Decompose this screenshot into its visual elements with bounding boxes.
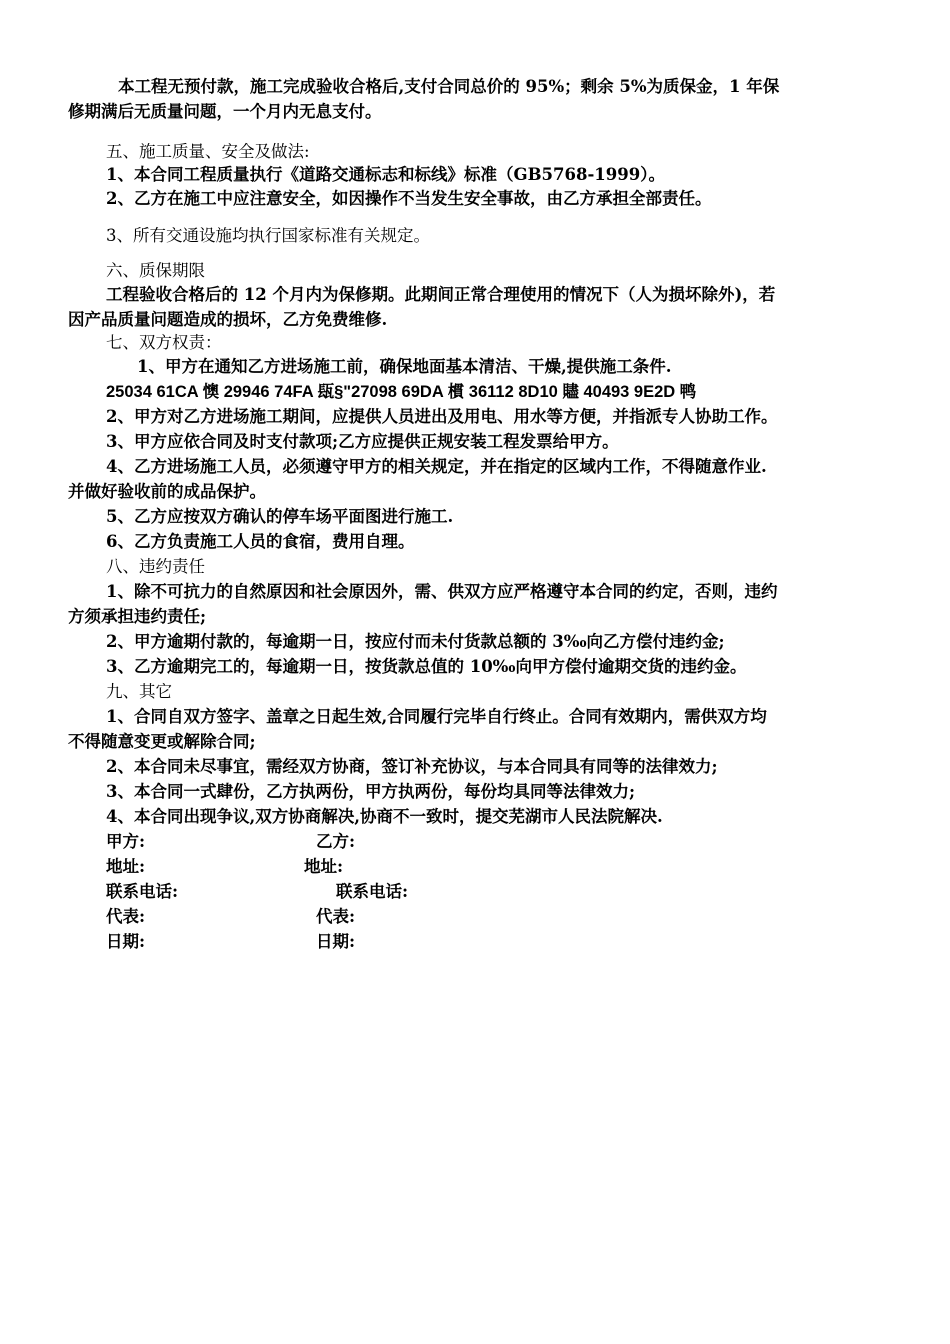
section-9-item-1-line-1: 1、合同自双方签字、盖章之日起生效,合同履行完毕自行终止。合同有效期内，需供双方均 bbox=[106, 707, 767, 726]
section-5-item-3: 3、所有交通设施均执行国家标准有关规定。 bbox=[106, 226, 430, 245]
section-7-title: 七、双方权责： bbox=[106, 333, 222, 352]
garbled-text-line: 25034 61CA 懊 29946 74FA 瓺§"27098 69DA 樌 36112 8D10 贐 40493 9E2D 鸭 bbox=[106, 383, 697, 401]
section-9-item-2: 2、本合同未尽事宜，需经双方协商，签订补充协议，与本合同具有同等的法律效力; bbox=[106, 757, 718, 776]
party-b-date-label: 日期: bbox=[316, 932, 356, 951]
party-a-representative-label: 代表: bbox=[106, 907, 146, 926]
section-7-item-6: 6、乙方负责施工人员的食宿，费用自理。 bbox=[106, 532, 415, 551]
section-9-item-3: 3、本合同一式肆份，乙方执两份，甲方执两份，每份均具同等法律效力; bbox=[106, 782, 636, 801]
party-b-representative-label: 代表: bbox=[316, 907, 356, 926]
section-5-item-2: 2、乙方在施工中应注意安全，如因操作不当发生安全事故，由乙方承担全部责任。 bbox=[106, 189, 712, 208]
section-6-title: 六、质保期限 bbox=[106, 261, 205, 280]
party-b-phone-label: 联系电话: bbox=[336, 882, 409, 901]
party-b-label: 乙方: bbox=[316, 832, 356, 851]
party-a-address-label: 地址: bbox=[106, 857, 146, 876]
section-8-item-2: 2、甲方逾期付款的，每逾期一日，按应付而未付货款总额的 3‰向乙方偿付违约金; bbox=[106, 632, 725, 651]
section-5-item-1: 1、本合同工程质量执行《道路交通标志和标线》标准（GB5768-1999）。 bbox=[106, 165, 665, 184]
section-9-item-4: 4、本合同出现争议,双方协商解决,协商不一致时，提交芜湖市人民法院解决. bbox=[106, 807, 663, 826]
payment-clause-line-1: 本工程无预付款，施工完成验收合格后,支付合同总价的 95%；剩余 5%为质保金，1 年保 bbox=[118, 77, 780, 96]
section-6-text-line-1: 工程验收合格后的 12 个月内为保修期。此期间正常合理使用的情况下（人为损坏除外)，若 bbox=[106, 285, 776, 304]
section-7-item-4-line-2: 并做好验收前的成品保护。 bbox=[68, 482, 266, 501]
section-9-item-1-line-2: 不得随意变更或解除合同; bbox=[68, 732, 256, 751]
party-a-phone-label: 联系电话: bbox=[106, 882, 179, 901]
section-6-text-line-2: 因产品质量问题造成的损坏，乙方免费维修. bbox=[68, 310, 388, 329]
section-7-item-2: 2、甲方对乙方进场施工期间，应提供人员进出及用电、用水等方便，并指派专人协助工作。 bbox=[106, 407, 778, 426]
section-7-item-4-line-1: 4、乙方进场施工人员，必须遵守甲方的相关规定，并在指定的区域内工作，不得随意作业. bbox=[106, 457, 767, 476]
section-8-item-3: 3、乙方逾期完工的，每逾期一日，按货款总值的 10‰向甲方偿付逾期交货的违约金。 bbox=[106, 657, 747, 676]
payment-clause-line-2: 修期满后无质量问题，一个月内无息支付。 bbox=[68, 102, 382, 121]
section-9-title: 九、其它 bbox=[106, 682, 172, 701]
section-8-item-1-line-2: 方须承担违约责任; bbox=[68, 607, 207, 626]
party-a-label: 甲方: bbox=[106, 832, 146, 851]
section-5-title: 五、施工质量、安全及做法: bbox=[106, 142, 310, 161]
party-b-address-label: 地址: bbox=[304, 857, 344, 876]
section-8-item-1-line-1: 1、除不可抗力的自然原因和社会原因外，需、供双方应严格遵守本合同的约定，否则，违约 bbox=[106, 582, 778, 601]
section-8-title: 八、违约责任 bbox=[106, 557, 205, 576]
party-a-date-label: 日期: bbox=[106, 932, 146, 951]
section-7-item-1: 1、甲方在通知乙方进场施工前，确保地面基本清洁、干燥,提供施工条件. bbox=[137, 357, 672, 376]
section-7-item-3: 3、甲方应依合同及时支付款项;乙方应提供正规安装工程发票给甲方。 bbox=[106, 432, 619, 451]
section-7-item-5: 5、乙方应按双方确认的停车场平面图进行施工. bbox=[106, 507, 454, 526]
